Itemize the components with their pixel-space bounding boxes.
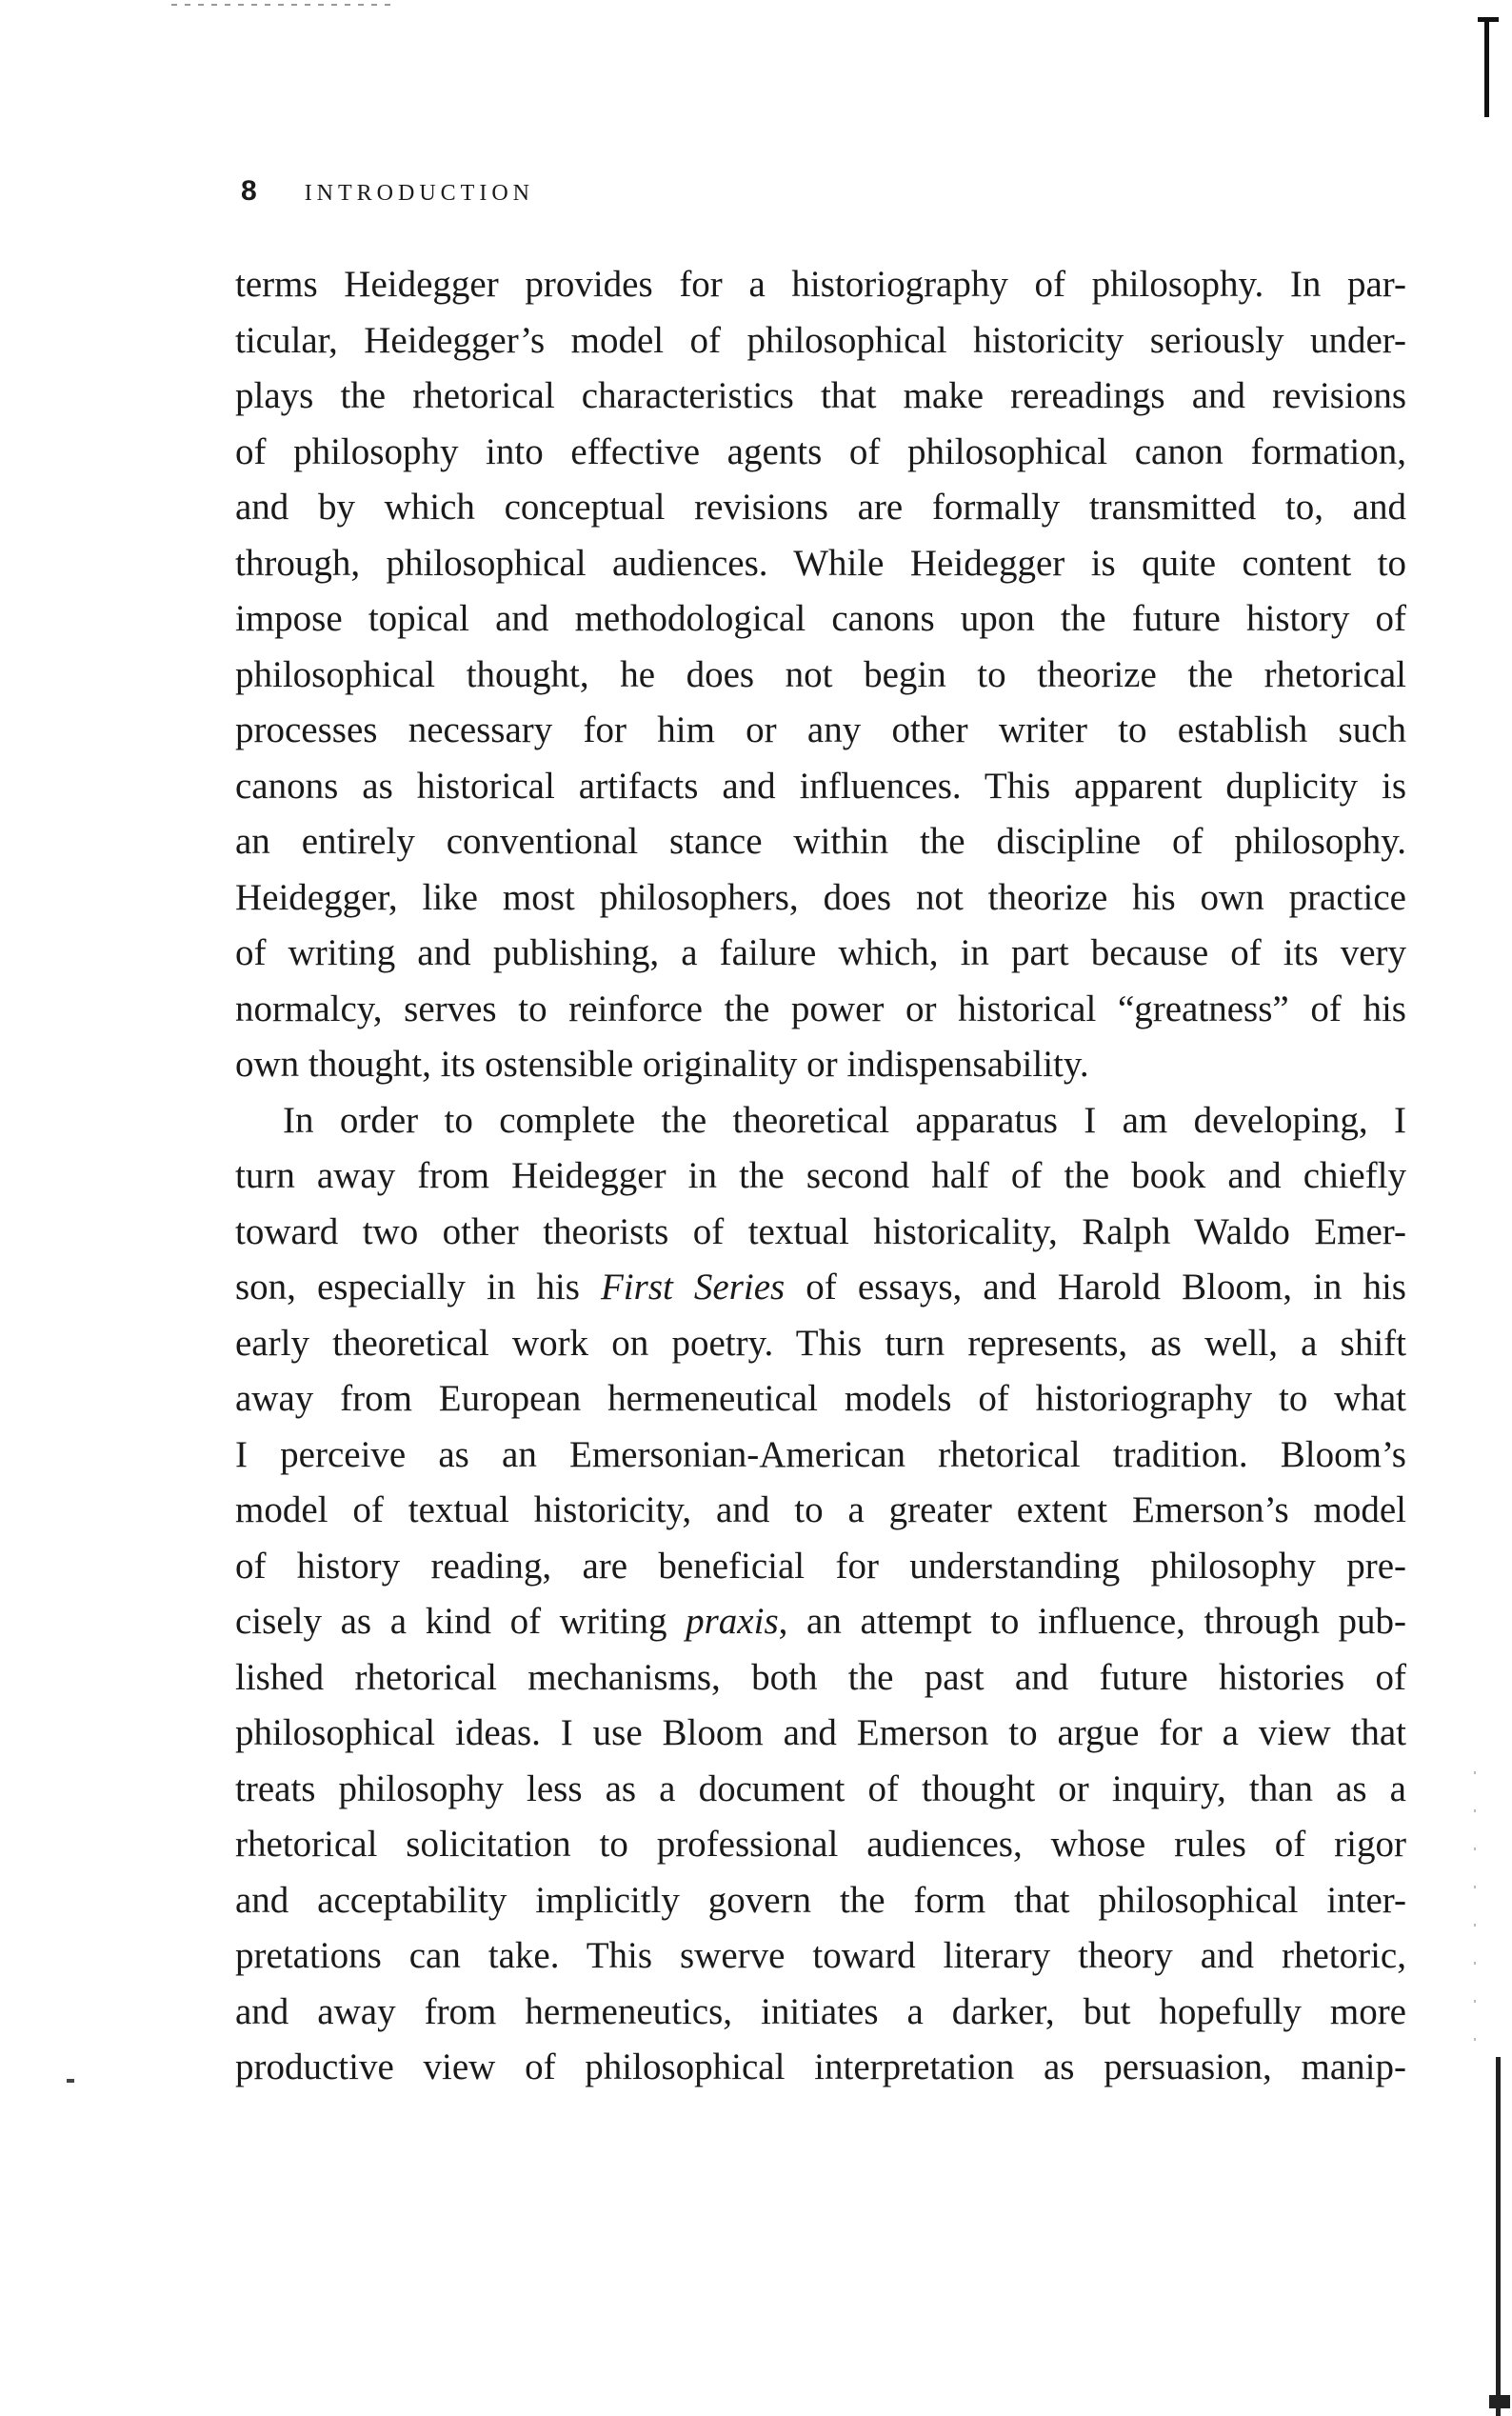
text-line: canons as historical artifacts and influences. This apparent duplicity is — [235, 765, 1406, 807]
text-segment: of essays, and Harold Bloom, in his — [785, 1267, 1406, 1308]
page-header — [241, 175, 534, 217]
text-line: impose topical and methodological canons upon the future history of — [235, 598, 1406, 639]
text-line: processes necessary for him or any other writer to establish such — [235, 709, 1406, 750]
text-line: and acceptability implicitly govern the form that philosophical inter- — [235, 1879, 1406, 1921]
text-line: treats philosophy less as a document of thought or inquiry, than as a — [235, 1767, 1406, 1809]
page-edge-shadow — [1496, 2057, 1501, 2416]
text-line: ticular, Heidegger’s model of philosophical historicity seriously under- — [235, 319, 1406, 361]
text-line: philosophical thought, he does not begin to theorize the rhetorical — [235, 653, 1406, 695]
text-line — [235, 1260, 1406, 1316]
text-line: an entirely conventional stance within the discipline of philosophy. — [235, 821, 1406, 862]
running-head: INTRODUCTION — [304, 181, 534, 206]
text-line — [235, 1594, 1406, 1650]
scan-artifact-top — [171, 4, 390, 6]
text-segment: cisely as a kind of writing — [235, 1601, 686, 1642]
text-segment: , an attempt to influence, through pub- — [778, 1601, 1406, 1642]
text-line: toward two other theorists of textual historicality, Ralph Waldo Emer- — [235, 1210, 1406, 1252]
text-line: productive view of philosophical interpretation as persuasion, manip- — [235, 2047, 1406, 2087]
text-line: rhetorical solicitation to professional audiences, whose rules of rigor — [235, 1824, 1406, 1865]
text-line: lished rhetorical mechanisms, both the past and future histories of — [235, 1656, 1406, 1698]
text-line: of history reading, are beneficial for understanding philosophy pre- — [235, 1545, 1406, 1587]
text-line: Heidegger, like most philosophers, does not theorize his own practice — [235, 876, 1406, 918]
text-line: through, philosophical audiences. While Heidegger is quite content to — [235, 542, 1406, 584]
text-line: away from European hermeneutical models of historiography to what — [235, 1378, 1406, 1419]
text-line: and away from hermeneutics, initiates a darker, but hopefully more — [235, 1990, 1406, 2032]
text-line: plays the rhetorical characteristics that make rereadings and revisions — [235, 375, 1406, 416]
body-text — [235, 257, 1406, 2096]
text-line: In order to complete the theoretical apparatus I am developing, I — [283, 1099, 1406, 1141]
text-line: terms Heidegger provides for a historiography of philosophy. In par- — [235, 264, 1406, 305]
page-number: 8 — [241, 175, 257, 207]
text-line: own thought, its ostensible originality or indispensability. — [235, 1044, 1089, 1085]
margin-mark — [67, 2079, 74, 2083]
italic-title: First Series — [600, 1267, 786, 1308]
text-line: early theoretical work on poetry. This turn represents, as well, a shift — [235, 1322, 1406, 1364]
text-line: of writing and publishing, a failure which, in part because of its very — [235, 932, 1406, 973]
text-line: pretations can take. This swerve toward literary theory and rhetoric, — [235, 1935, 1406, 1976]
text-line: turn away from Heidegger in the second half of the book and chiefly — [235, 1155, 1406, 1196]
page-edge-foot — [1489, 2395, 1510, 2408]
text-line: of philosophy into effective agents of philosophical canon formation, — [235, 430, 1406, 472]
text-line: and by which conceptual revisions are formally transmitted to, and — [235, 487, 1406, 528]
italic-title: praxis — [686, 1601, 779, 1642]
text-segment: son, especially in his — [235, 1267, 601, 1308]
text-line: I perceive as an Emersonian-American rhetorical tradition. Bloom’s — [235, 1433, 1406, 1475]
text-line: normalcy, serves to reinforce the power or historical “greatness” of his — [235, 988, 1406, 1029]
text-line: philosophical ideas. I use Bloom and Emerson to argue for a view that — [235, 1712, 1406, 1753]
crop-mark — [1478, 17, 1499, 117]
scan-artifact-edge-dots — [1474, 1771, 1476, 2057]
text-line: model of textual historicity, and to a greater extent Emerson’s model — [235, 1489, 1406, 1530]
